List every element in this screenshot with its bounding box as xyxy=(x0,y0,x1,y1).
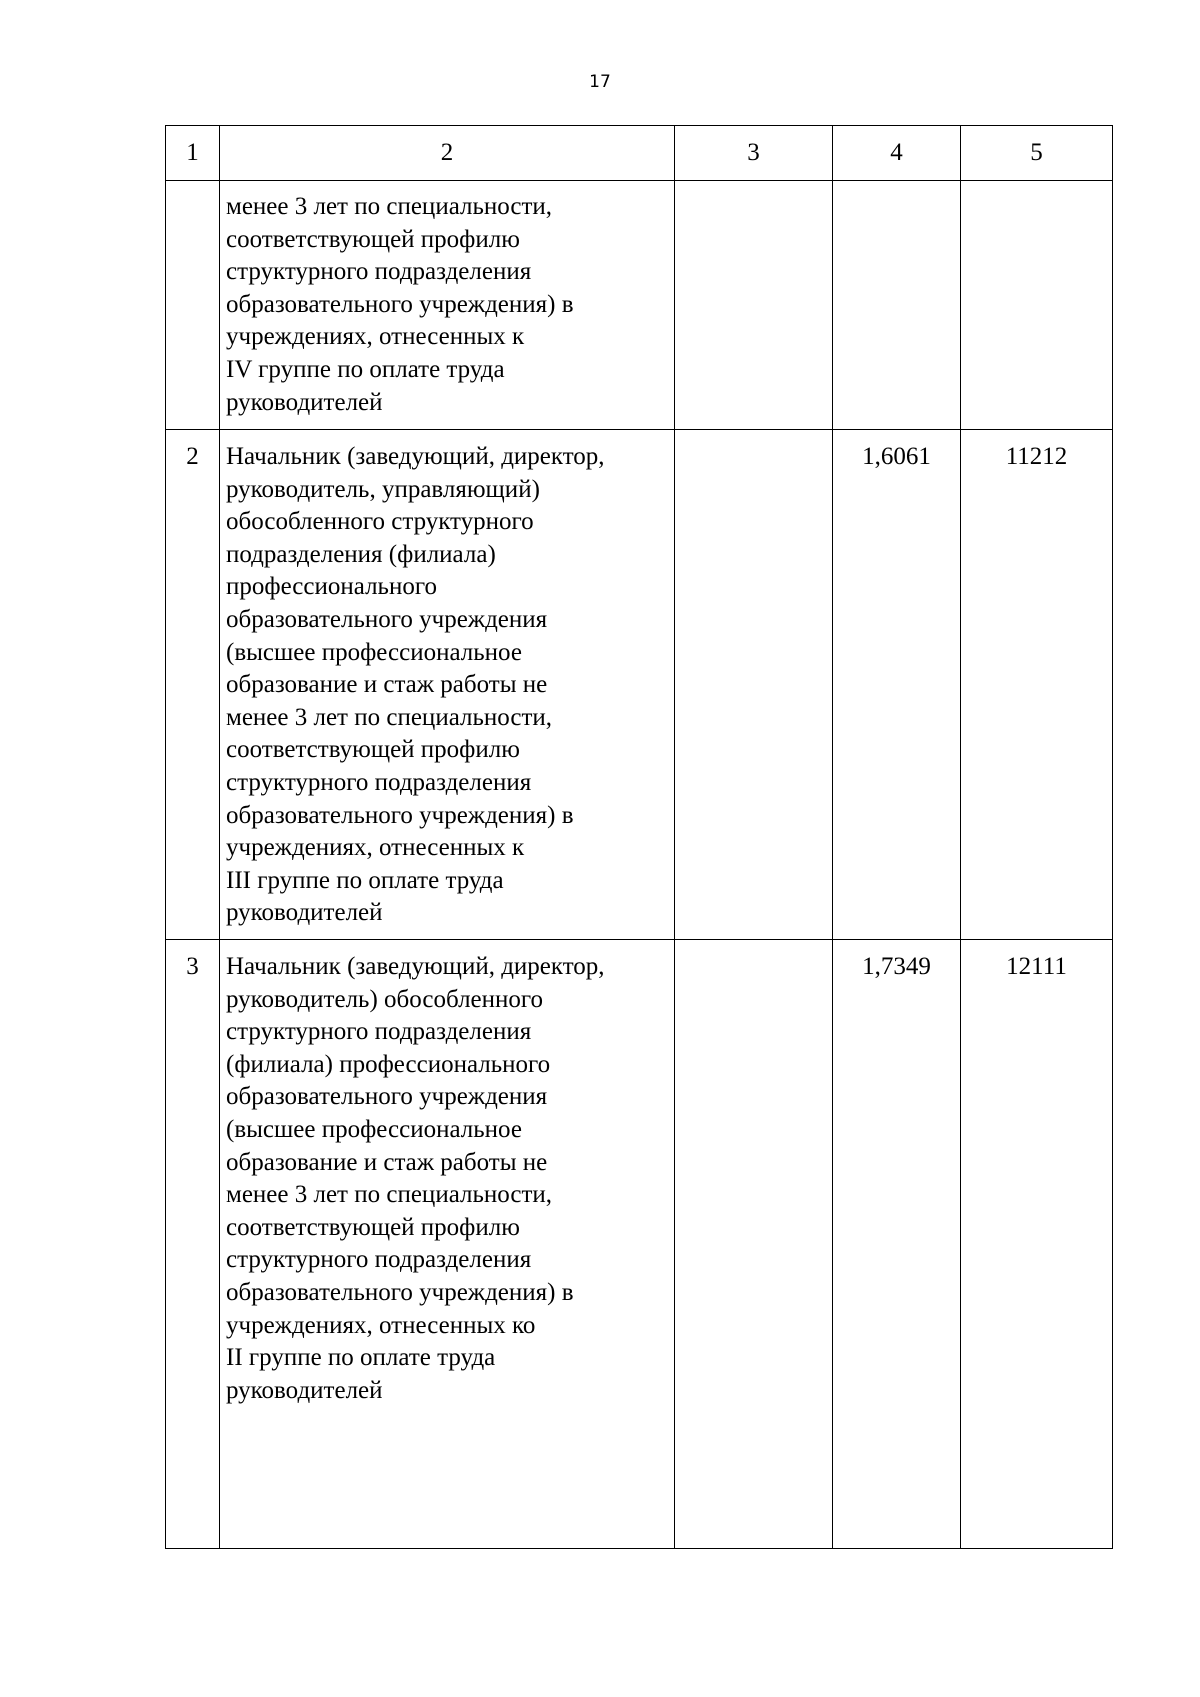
row-number: 2 xyxy=(166,430,220,940)
table-row xyxy=(166,181,1113,430)
header-cell-1: 1 xyxy=(166,126,220,181)
salary-value xyxy=(961,181,1113,430)
salary-value: 12111 xyxy=(961,940,1113,1549)
coefficient-value: 1,6061 xyxy=(833,430,961,940)
row-number xyxy=(166,181,220,430)
salary-value: 11212 xyxy=(961,430,1113,940)
header-cell-4: 4 xyxy=(833,126,961,181)
table-header-row xyxy=(166,126,1113,181)
header-cell-3: 3 xyxy=(675,126,833,181)
coefficient-value: 1,7349 xyxy=(833,940,961,1549)
header-cell-5: 5 xyxy=(961,126,1113,181)
position-description: Начальник (заведующий, директор, руководитель) обособленного структурного подразделения (филиала) профессионального образовательного учреждения (высшее профессиональное образование и стаж работы не менее 3 лет по специальности, соответствующей профилю структурного подразделения образовательного учреждения) в учреждениях, отнесенных ко II группе по оплате труда руководителей xyxy=(220,940,675,1549)
col3-value xyxy=(675,181,833,430)
row-number: 3 xyxy=(166,940,220,1549)
salary-table xyxy=(165,125,1113,1549)
col3-value xyxy=(675,940,833,1549)
position-description: Начальник (заведующий, директор, руководитель, управляющий) обособленного структурного подразделения (филиала) профессионального образовательного учреждения (высшее профессиональное образование и стаж работы не менее 3 лет по специальности, соответствующей профилю структурного подразделения образовательного учреждения) в учреждениях, отнесенных к III группе по оплате труда руководителей xyxy=(220,430,675,940)
table-row xyxy=(166,940,1113,1549)
col3-value xyxy=(675,430,833,940)
header-cell-2: 2 xyxy=(220,126,675,181)
position-description: менее 3 лет по специальности, соответствующей профилю структурного подразделения образовательного учреждения) в учреждениях, отнесенных к IV группе по оплате труда руководителей xyxy=(220,181,675,430)
coefficient-value xyxy=(833,181,961,430)
page-number: 17 xyxy=(589,72,611,92)
table-row xyxy=(166,430,1113,940)
